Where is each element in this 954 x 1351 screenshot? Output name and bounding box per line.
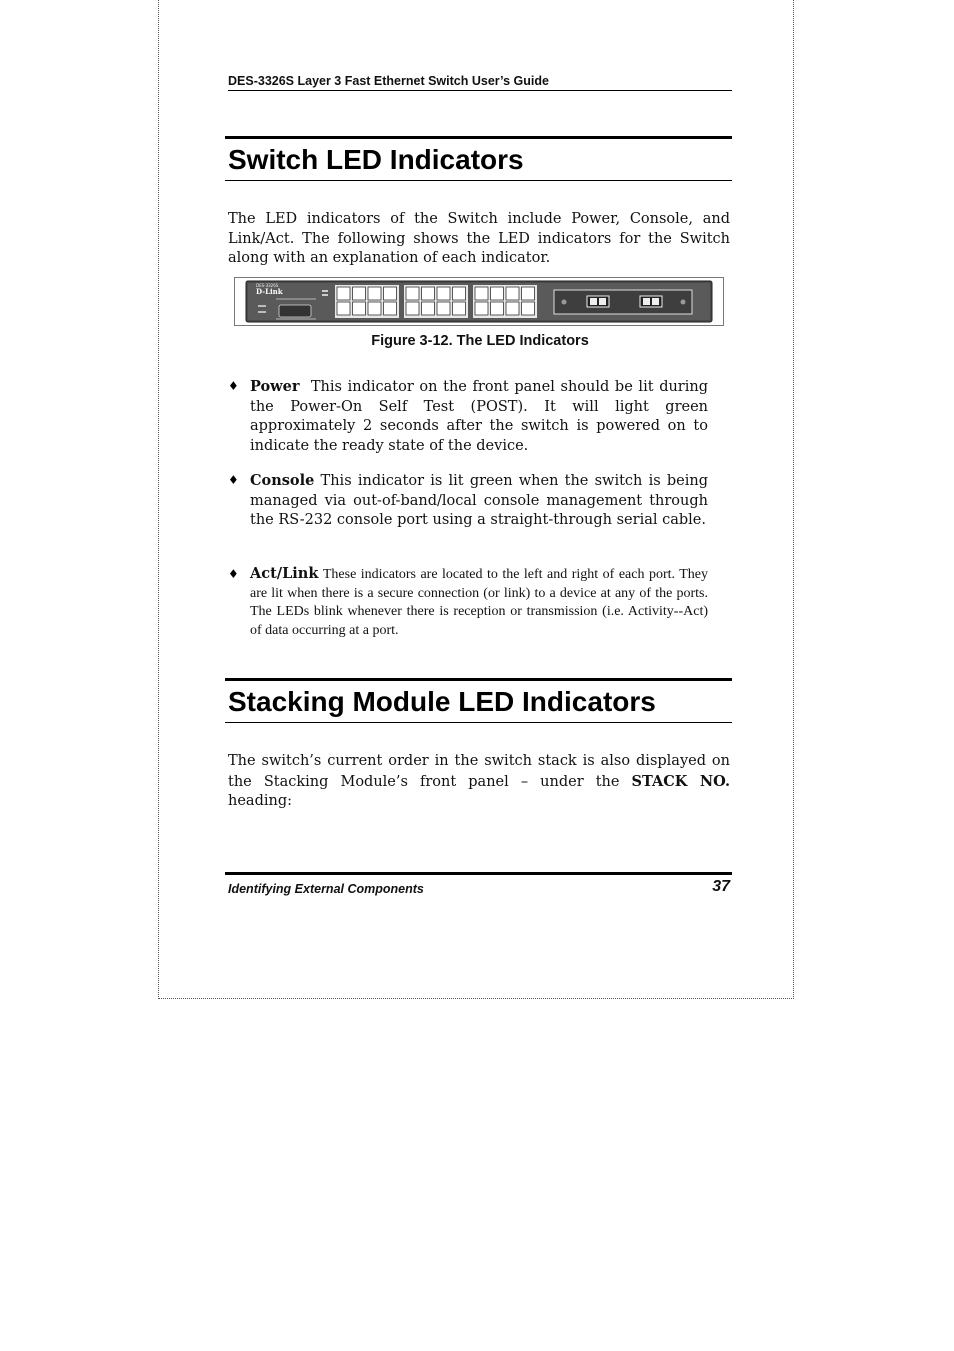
section-rule [225, 722, 732, 723]
diamond-bullet-icon: ♦ [228, 379, 239, 393]
rj45-port [475, 287, 488, 300]
stack-no-term: STACK NO. [631, 772, 730, 790]
section-title-switch-led: Switch LED Indicators [228, 144, 524, 175]
intro-paragraph: The LED indicators of the Switch include Power, Console, and Link/Act. The following shows the LED indicators for the Switch along with an explanation of each indicator. [228, 211, 730, 266]
rj45-port [337, 302, 350, 315]
section-title-stacking-module: Stacking Module LED Indicators [228, 686, 656, 717]
rj45-port [437, 302, 450, 315]
rj45-port [475, 302, 488, 315]
stacking-intro-paragraph [228, 752, 730, 812]
rj45-port [453, 302, 466, 315]
footer-rule [225, 872, 732, 875]
diamond-bullet-icon: ♦ [228, 567, 239, 581]
bullet-console [228, 471, 708, 531]
rj45-port [368, 287, 381, 300]
section-rule [225, 180, 732, 181]
figure-caption: Figure 3-12. The LED Indicators [371, 333, 589, 349]
rj45-port [453, 287, 466, 300]
bullet-description: These indicators are located to the left and right of each port. They are lit when there is a secure connection (or link) to a device at any of the ports. The LEDs blink whenever there is reception or transmission (i.e. Activity--Act) of data occurring at a port. [250, 567, 708, 638]
rj45-port [337, 287, 350, 300]
switch-front-panel-image [234, 277, 724, 326]
rj45-port [422, 302, 435, 315]
rj45-port [522, 302, 535, 315]
diamond-bullet-icon: ♦ [228, 473, 239, 487]
rj45-port [437, 287, 450, 300]
running-header: DES-3326S Layer 3 Fast Ethernet Switch User’s Guide [228, 74, 732, 91]
device-brand-logo: D-Link [256, 287, 283, 296]
device-model-label: DES-3326S [256, 283, 279, 288]
console-port [279, 305, 311, 317]
section-rule [225, 678, 732, 681]
bullet-description: This indicator on the front panel should be lit during the Power-On Self Test (POST). It will light green approximately 2 seconds after the switch is powered on to indicate the ready state of the device. [250, 379, 708, 454]
rj45-port [368, 302, 381, 315]
rj45-port [353, 302, 366, 315]
footer-chapter: Identifying External Components [228, 882, 424, 896]
section-rule [225, 136, 732, 139]
rj45-port [506, 287, 519, 300]
bullet-act-link [228, 565, 708, 640]
bullet-term: Act/Link [250, 565, 319, 582]
rj45-port [422, 287, 435, 300]
bullet-term: Console [250, 472, 315, 489]
stacking-intro-tail: heading: [228, 793, 292, 809]
switch-front-panel-figure [234, 277, 724, 326]
stacking-module-slot [554, 290, 692, 314]
rj45-port [491, 302, 504, 315]
rj45-port [491, 287, 504, 300]
bullet-term: Power [250, 378, 300, 395]
page-number: 37 [712, 878, 730, 895]
stacking-intro-text: The switch’s current order in the switch stack is also displayed on the Stacking Module’s front panel – under the [228, 753, 730, 790]
rj45-port [384, 287, 397, 300]
rj45-port [506, 302, 519, 315]
rj45-port [384, 302, 397, 315]
rj45-port [406, 302, 419, 315]
bullet-description: This indicator is lit green when the switch is being managed via out-of-band/local console management through the RS-232 console port using a straight-through serial cable. [250, 473, 708, 528]
rj45-port [406, 287, 419, 300]
bullet-power [228, 377, 708, 456]
rj45-port [522, 287, 535, 300]
rj45-port [353, 287, 366, 300]
ethernet-ports [335, 285, 537, 318]
